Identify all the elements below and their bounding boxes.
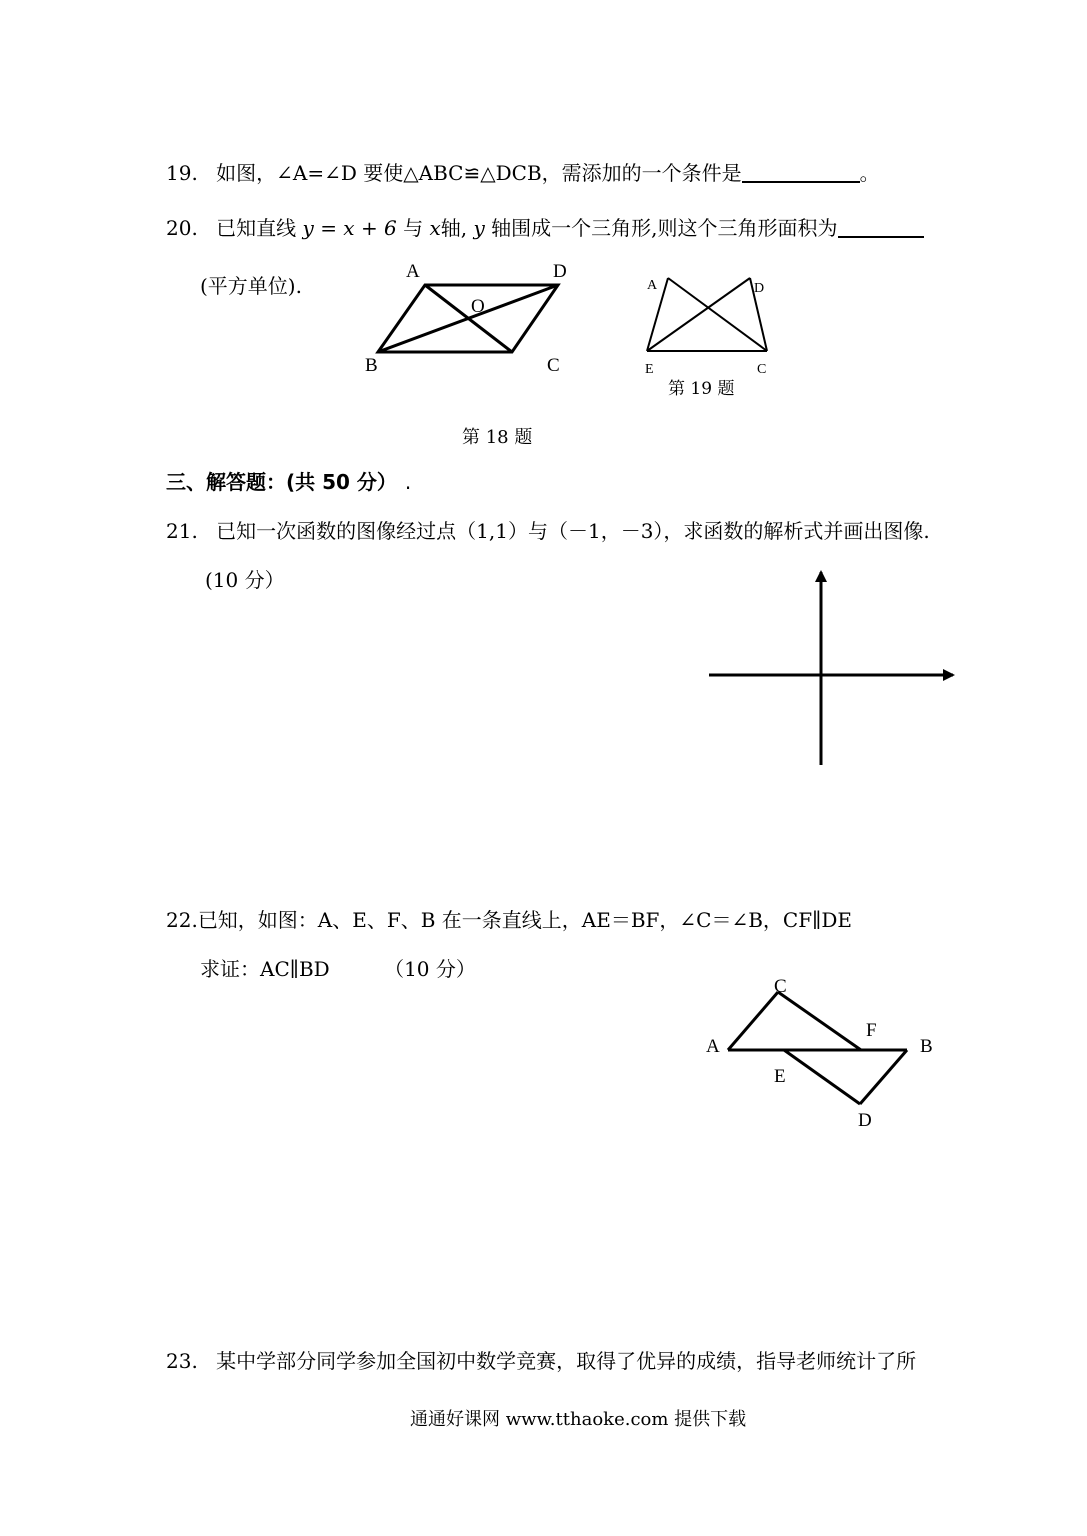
q20-text-post: 轴围成一个三角形,则这个三角形面积为 [491, 216, 838, 240]
fig19-label-a: A [647, 278, 658, 293]
fig18-label-o: O [471, 296, 485, 317]
q23-line [166, 1351, 916, 1371]
fig22-line-cf [778, 992, 861, 1050]
fig18-label-c: C [547, 355, 560, 376]
q20-line [166, 218, 924, 238]
section3-dot: . [404, 470, 412, 494]
q21-text: 已知一次函数的图像经过点（1,1）与（－1，－3），求函数的解析式并画出图像. [216, 519, 930, 543]
section3-heading [166, 472, 411, 492]
q20-text-axis: 轴, [440, 216, 468, 240]
q20-unit: (平方单位). [200, 274, 302, 298]
fig22-label-b: B [920, 1036, 933, 1057]
fig22-line-bd [860, 1050, 907, 1104]
fig18-label-b: B [365, 355, 378, 376]
q22-text: 已知，如图：A、E、F、B 在一条直线上，AE＝BF，∠C＝∠B，CF∥DE [197, 908, 852, 932]
q22-line [166, 910, 852, 930]
q20-x-var: x [429, 216, 441, 240]
q22-number: 22. [166, 908, 198, 932]
q20-equation: y = x + 6 [302, 216, 397, 240]
fig18-caption: 第 18 题 [462, 427, 533, 448]
fig22-diagram [700, 970, 950, 1130]
q20-text-pre: 已知直线 [216, 216, 297, 240]
q22-prove-line [200, 959, 476, 979]
fig19-diagonal-de [647, 278, 750, 351]
q21-number: 21. [166, 519, 198, 543]
fig22-label-e: E [774, 1066, 786, 1087]
q23-text: 某中学部分同学参加全国初中数学竞赛，取得了优异的成绩，指导老师统计了所 [216, 1349, 917, 1373]
q19-end: 。 [859, 161, 880, 185]
fig18-label-d: D [553, 261, 567, 282]
fig22-label-d: D [858, 1110, 872, 1131]
fig18-diagonal-bd [378, 285, 558, 352]
fig18-label-a: A [406, 261, 420, 282]
fig19-label-c: C [757, 362, 767, 377]
fig18-diagram [360, 255, 590, 385]
fig19-label-e: E [645, 362, 654, 377]
fig22-line-ac [728, 992, 778, 1050]
q19-answer-blank[interactable] [742, 163, 860, 183]
q20-number: 20. [166, 216, 198, 240]
q20-text-mid: 与 [403, 216, 424, 240]
fig19-caption: 第 19 题 [668, 379, 735, 399]
section3-heading-text: 三、解答题：(共 50 分） [166, 470, 397, 494]
q19-number: 19. [166, 161, 198, 185]
fig22-label-f: F [866, 1020, 877, 1041]
q22-prove: 求证：AC∥BD [200, 957, 330, 981]
q21-score: (10 分） [205, 568, 285, 592]
q20-y-var: y [473, 216, 485, 240]
page-footer: 通通好课网 www.tthaoke.com 提供下载 [410, 1409, 747, 1430]
q19-line [166, 163, 880, 183]
fig22-label-a: A [706, 1036, 720, 1057]
fig22-label-c: C [774, 976, 787, 997]
q23-number: 23. [166, 1349, 198, 1373]
q21-line [166, 521, 930, 541]
fig19-diagram [635, 265, 785, 375]
fig22-line-ed [784, 1050, 860, 1104]
q22-score: （10 分） [384, 957, 476, 981]
q19-text: 如图，∠A=∠D 要使△ABC≌△DCB，需添加的一个条件是 [216, 161, 742, 185]
q20-answer-blank[interactable] [838, 218, 924, 238]
q21-axes [705, 565, 965, 770]
fig19-label-d: D [754, 281, 765, 296]
